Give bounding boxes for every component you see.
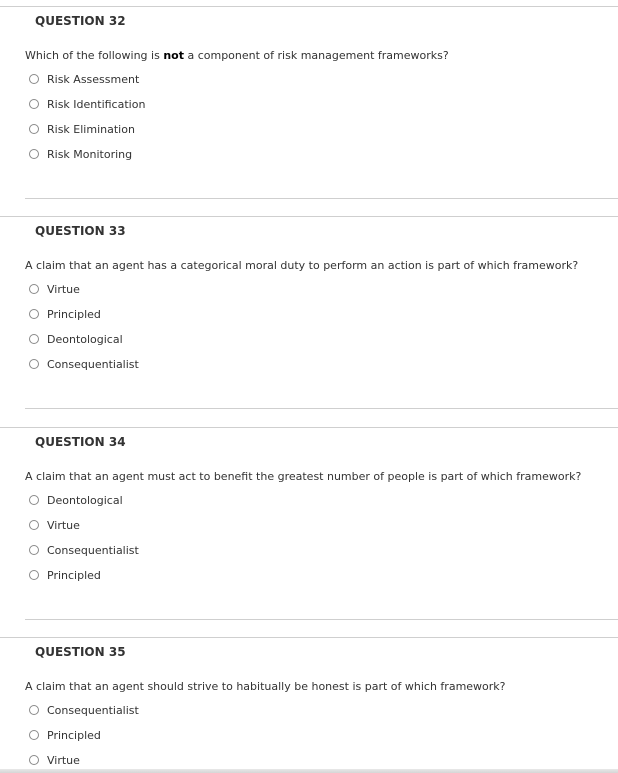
question-text: A claim that an agent should strive to habitually be honest is part of which framework? [25,680,506,693]
question-divider [0,216,618,217]
radio-button[interactable] [29,124,39,134]
answer-label: Consequentialist [47,357,139,371]
answer-option[interactable] [29,727,101,743]
question-title: QUESTION 33 [35,224,126,238]
answer-label: Risk Identification [47,97,146,111]
question-divider [0,637,618,638]
answer-label: Principled [47,728,101,742]
answer-label: Virtue [47,753,80,767]
answer-label: Deontological [47,332,123,346]
answer-option[interactable] [29,71,139,87]
page-bottom-edge [0,769,618,773]
answer-label: Consequentialist [47,703,139,717]
question-divider [0,6,618,7]
answer-label: Principled [47,568,101,582]
radio-button[interactable] [29,99,39,109]
radio-button[interactable] [29,520,39,530]
answer-option[interactable] [29,492,123,508]
radio-button[interactable] [29,74,39,84]
radio-button[interactable] [29,570,39,580]
answer-option[interactable] [29,752,80,768]
radio-button[interactable] [29,730,39,740]
question-text-part: a component of risk management frameworks? [183,49,449,62]
radio-button[interactable] [29,284,39,294]
radio-button[interactable] [29,309,39,319]
question-text [25,49,449,62]
answer-label: Risk Assessment [47,72,140,86]
answer-label: Principled [47,307,101,321]
question-separator [25,198,618,199]
radio-button[interactable] [29,495,39,505]
radio-button[interactable] [29,705,39,715]
answer-option[interactable] [29,146,132,162]
question-title: QUESTION 34 [35,435,126,449]
answer-option[interactable] [29,331,123,347]
radio-button[interactable] [29,334,39,344]
question-text: A claim that an agent must act to benefit the greatest number of people is part of which framework? [25,470,582,483]
answer-option[interactable] [29,281,80,297]
answer-option[interactable] [29,306,101,322]
answer-option[interactable] [29,517,80,533]
answer-option[interactable] [29,96,145,112]
answer-option[interactable] [29,702,139,718]
question-text-emphasis: not [163,49,184,62]
answer-option[interactable] [29,121,135,137]
answer-label: Deontological [47,493,123,507]
answer-option[interactable] [29,567,101,583]
answer-label: Virtue [47,518,80,532]
question-divider [0,427,618,428]
question-title: QUESTION 35 [35,645,126,659]
question-title: QUESTION 32 [35,14,126,28]
answer-label: Risk Elimination [47,122,135,136]
question-text: A claim that an agent has a categorical moral duty to perform an action is part of which framework? [25,259,579,272]
radio-button[interactable] [29,149,39,159]
answer-option[interactable] [29,542,139,558]
answer-label: Virtue [47,282,80,296]
question-separator [25,619,618,620]
answer-label: Risk Monitoring [47,147,133,161]
question-separator [25,408,618,409]
answer-option[interactable] [29,356,139,372]
question-text-part: Which of the following is [25,49,164,62]
answer-label: Consequentialist [47,543,139,557]
radio-button[interactable] [29,359,39,369]
radio-button[interactable] [29,545,39,555]
radio-button[interactable] [29,755,39,765]
